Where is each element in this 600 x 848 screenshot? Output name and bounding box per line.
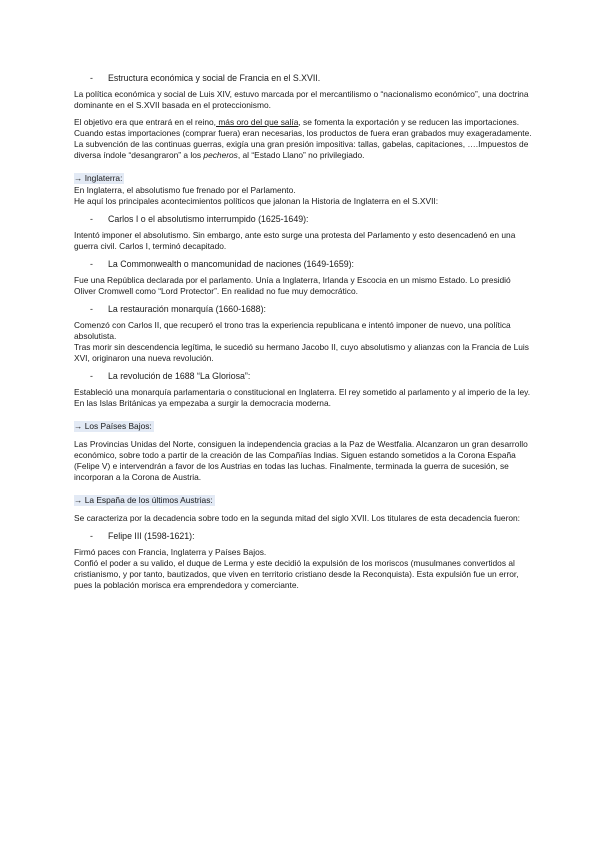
bullet-dash: -: [90, 73, 93, 83]
paragraph: Firmó paces con Francia, Inglaterra y Países Bajos. Confió el poder a su valido, el duque de Lerma y este decidió la expulsión de los moriscos (musulmanes convertidos al cristianismo, y por tanto, bautizados, que viven en territorio cristiano desde la Reconquista). Esta expulsión fue un error, pues la población morisca era emprendedora y comerciante.: [74, 547, 519, 590]
paragraph: Las Provincias Unidas del Norte, consiguen la independencia gracias a la Paz de Westfalia. Alcanzaron un gran desarrollo económico, sobre todo a partir de la creación de las Compañías Indias. Siguen estando sometidos a la Corona España (Felipe V) e intervendrán a favor de los Austrias en todas las luchas. Finalmente, terminada la guerra de sucesión, se incorporan a la Corona de Austria.: [74, 439, 528, 482]
bullet-item: - Felipe III (1598-1621):: [90, 531, 195, 541]
paragraph: La política económica y social de Luis XIV, estuvo marcada por el mercantilismo o “nacionalismo económico”, una doctrina dominante en el S.XVII basada en el proteccionismo.: [74, 89, 529, 110]
paragraph: Comenzó con Carlos II, que recuperó el trono tras la experiencia republicana e intentó imponer de nuevo, una política absolutista. Tras morir sin descendencia legítima, le sucedió su hermano Jacobo II, cuyo absolutismo y alianzas con la Francia de Luis XVI, originaron una nueva revolución.: [74, 320, 529, 363]
bullet-item: - Carlos I o el absolutismo interrumpido (1625-1649):: [90, 214, 309, 224]
paragraph: Fue una República declarada por el parlamento. Unía a Inglaterra, Irlanda y Escocia en un mismo Estado. Lo presidió Oliver Cromwell como “Lord Protector”. En realidad no fue muy democrático.: [74, 275, 511, 296]
italic-term: pecheros: [203, 150, 238, 160]
bullet-item: [74, 72, 534, 84]
paragraph: Se caracteriza por la decadencia sobre todo en la segunda mitad del siglo XVII. Los titulares de esta decadencia fueron:: [74, 513, 521, 523]
paragraph: Intentó imponer el absolutismo. Sin embargo, ante esto surge una protesta del Parlamento y esto desencadenó en una guerra civil. Carlos I, terminó decapitado.: [74, 230, 516, 251]
section-heading: → Los Países Bajos:: [74, 421, 152, 431]
bullet-item: - La revolución de 1688 “La Gloriosa”:: [90, 371, 251, 381]
section-heading: → La España de los últimos Austrias:: [74, 495, 213, 505]
bullet-item: - La restauración monarquía (1660-1688):: [90, 304, 266, 314]
document-page: [74, 68, 534, 597]
bullet-text: Estructura económica y social de Francia en el S.XVII.: [108, 73, 321, 83]
paragraph: El objetivo era que entrará en el reino, más oro del que salía, se fomenta la exportación y se reducen las importaciones. Cuando estas importaciones (comprar fuera) eran necesarias, los productos de fuera eran grabados muy exageradamente. La subvención de las continuas guerras, exigía una gran presión impositiva: tallas, gabelas, capitaciones, ….Impuestos de diversa índole “desangraron” a los pecheros, al “Estado Llano” no privilegiado.: [74, 117, 532, 160]
paragraph: En Inglaterra, el absolutismo fue frenado por el Parlamento. He aquí los principales acontecimientos políticos que jalonan la Historia de Inglaterra en el S.XVII:: [74, 185, 439, 206]
paragraph: Estableció una monarquía parlamentaria o constitucional en Inglaterra. El rey sometido al parlamento y al imperio de la ley. En las Islas Británicas ya empezaba a surgir la democracia moderna.: [74, 387, 531, 408]
bullet-item: - La Commonwealth o mancomunidad de naciones (1649-1659):: [90, 259, 354, 269]
section-heading: → Inglaterra:: [74, 173, 123, 183]
underlined-phrase: más oro del que salía: [216, 117, 299, 127]
